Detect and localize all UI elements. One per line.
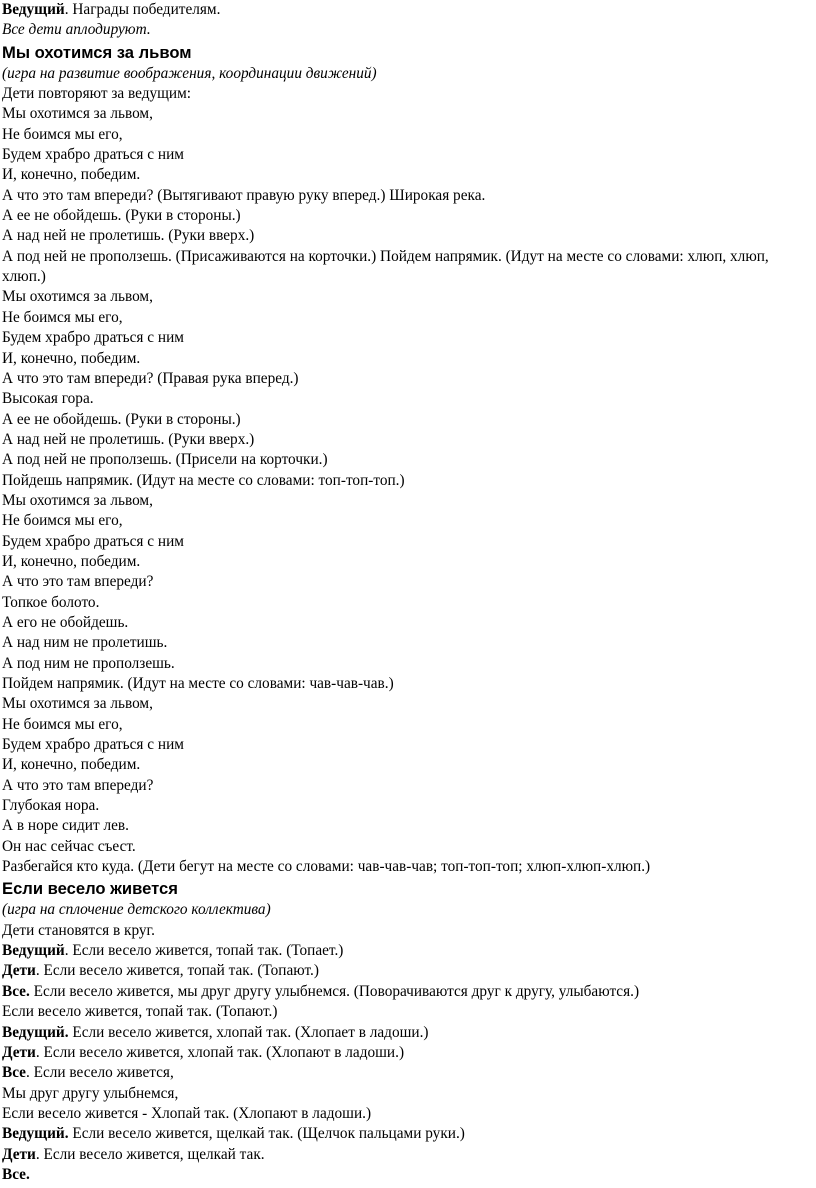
speech-text: Если весело живется, хлопай так. (Хлопают в ладоши.) [43, 1043, 405, 1061]
speaker-label: Ведущий. [2, 1023, 69, 1041]
text-line: Будем храбро драться с ним [2, 532, 184, 550]
text-line: Не боимся мы его, [2, 715, 123, 733]
text-line: Топкое болото. [2, 593, 100, 611]
speaker-label: Ведущий [2, 942, 65, 960]
speech-line [2, 941, 808, 961]
text-line: А что это там впереди? [2, 573, 154, 591]
speech-line [2, 982, 808, 1002]
speaker-separator: . [64, 1, 73, 18]
text-line: Он нас сейчас съест. [2, 837, 136, 855]
text-line: Не боимся мы его, [2, 308, 123, 326]
text-line: А над ним не пролетишь. [2, 634, 168, 652]
speech-text: Награды победителям. [72, 1, 221, 18]
text-line: Дети повторяют за ведущим: [2, 85, 192, 103]
speaker-separator: . [35, 962, 44, 980]
text-line: Мы друг другу улыбнемся, [2, 1084, 179, 1102]
speech-text: Если весело живется, топай так. (Топают.) [43, 962, 319, 980]
speech-line [2, 0, 808, 20]
text-line: Будем храбро драться с ним [2, 329, 184, 347]
text-line: А над ней не пролетишь. (Руки вверх.) [2, 430, 255, 448]
text-line: Разбегайся кто куда. (Дети бегут на месте со словами: чав-чав-чав; топ-топ-топ; хлюп-хлюп-хлюп.) [2, 858, 651, 876]
speaker-label: Ведущий. [2, 1125, 69, 1143]
text-line: И, конечно, победим. [2, 349, 141, 367]
text-line: Мы охотимся за львом, [2, 695, 153, 713]
text-line: Будем храбро драться с ним [2, 146, 184, 164]
text-line: Пойдем напрямик. (Идут на месте со словами: чав-чав-чав.) [2, 675, 394, 692]
speaker-label: Все [2, 1064, 26, 1082]
text-line: А что это там впереди? (Правая рука вперед.) [2, 369, 299, 387]
text-line: А в норе сидит лев. [2, 817, 129, 835]
speaker-label: Все. [2, 982, 30, 1000]
speaker-label: Все. [2, 1165, 30, 1183]
italic-note: (игра на сплочение детского коллектива) [2, 901, 271, 919]
italic-note: (игра на развитие воображения, координации движений) [2, 64, 377, 82]
text-line: И, конечно, победим. [2, 756, 141, 774]
speech-line [2, 1124, 808, 1144]
text-line: А ее не обойдешь. (Руки в стороны.) [2, 207, 241, 225]
speech-line [2, 1145, 808, 1165]
section-heading: Мы охотимся за львом [2, 42, 192, 62]
text-line: А под ней не проползешь. (Присаживаются на корточки.) Пойдем напрямик. (Идут на месте со словами: хлюп, хлюп, хлюп.) [2, 247, 769, 286]
text-line: Мы охотимся за львом, [2, 288, 153, 306]
text-line: А над ней не пролетишь. (Руки вверх.) [2, 227, 255, 245]
speech-text: Если весело живется, хлопай так. (Хлопает в ладоши.) [72, 1023, 429, 1041]
speaker-label: Ведущий [2, 1, 65, 18]
text-line: И, конечно, победим. [2, 166, 141, 184]
speech-text: Если весело живется, топай так. (Топает.) [72, 942, 344, 960]
text-line: А ее не обойдешь. (Руки в стороны.) [2, 410, 241, 428]
speaker-separator: . [35, 1043, 44, 1061]
speaker-separator: . [64, 942, 73, 960]
text-line: Мы охотимся за львом, [2, 491, 153, 509]
text-line: Пойдешь напрямик. (Идут на месте со словами: топ-топ-топ.) [2, 471, 405, 489]
text-line: Не боимся мы его, [2, 125, 123, 143]
speech-text: Если весело живется, щелкай так. (Щелчок пальцами руки.) [72, 1125, 465, 1143]
text-line: Если весело живется, топай так. (Топают.) [2, 1003, 278, 1021]
speaker-label: Дети [2, 1145, 36, 1163]
speaker-label: Дети [2, 962, 36, 980]
document-page [2, 0, 808, 1185]
text-line: А его не обойдешь. [2, 613, 129, 631]
text-line: А под ним не проползешь. [2, 654, 175, 672]
text-line: И, конечно, победим. [2, 552, 141, 570]
speech-text: Если весело живется, щелкай так. [43, 1145, 265, 1163]
text-line: А под ней не проползешь. (Присели на корточки.) [2, 451, 328, 469]
speech-line [2, 1043, 808, 1063]
text-line: А что это там впереди? [2, 776, 154, 794]
speaker-separator: . [25, 1064, 34, 1082]
speech-line [2, 1023, 808, 1043]
text-line: Дети становятся в круг. [2, 921, 155, 939]
text-line: Высокая гора. [2, 390, 94, 408]
speech-line [2, 961, 808, 981]
section-heading: Если весело живется [2, 879, 178, 899]
speaker-label: Дети [2, 1043, 36, 1061]
speech-text: Если весело живется, мы друг другу улыбнемся. (Поворачиваются друг к другу, улыбаются.) [33, 982, 640, 1000]
text-line: Если весело живется - Хлопай так. (Хлопают в ладоши.) [2, 1104, 372, 1122]
text-line: А что это там впереди? (Вытягивают правую руку вперед.) Широкая река. [2, 186, 486, 204]
speech-text: Если весело живется, [33, 1064, 174, 1082]
speaker-separator: . [35, 1145, 44, 1163]
italic-note: Все дети аплодируют. [2, 21, 151, 39]
text-line: Будем храбро драться с ним [2, 736, 184, 754]
speech-line [2, 1063, 808, 1083]
speech-line [2, 1165, 808, 1185]
text-line: Не боимся мы его, [2, 512, 123, 530]
text-line: Глубокая нора. [2, 797, 100, 815]
text-line: Мы охотимся за львом, [2, 105, 153, 123]
